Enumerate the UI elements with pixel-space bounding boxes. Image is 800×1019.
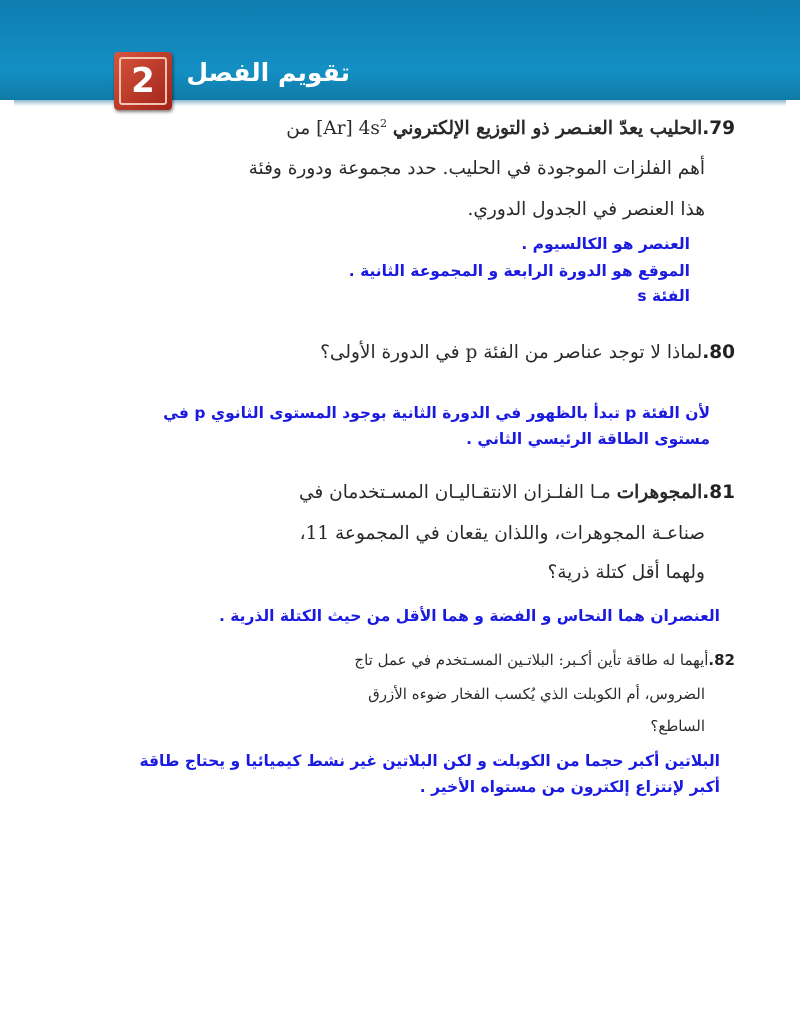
answer-79-line-2: الموقع هو الدورة الرابعة و المجموعة الثانية . — [348, 262, 690, 280]
question-81-number: 81. — [702, 482, 735, 503]
answer-80 — [130, 400, 710, 460]
question-82-line-2: الضروس، أم الكوبلت الذي يُكسب الفخار ضوءه الأزرق — [368, 685, 705, 703]
answer-80-line-1: لأن الفئة p تبدأ بالظهور في الدورة الثانية بوجود المستوى الثانوي p في — [163, 404, 710, 422]
question-82-line-3: الساطع؟ — [650, 717, 705, 735]
question-82 — [290, 645, 735, 740]
answer-79-line-1: العنصر هو الكالسيوم . — [521, 235, 690, 253]
answer-81 — [200, 605, 720, 635]
question-82-number: 82. — [708, 651, 735, 669]
electron-configuration: [Ar] $4s^2$ — [316, 117, 387, 140]
question-79-line-2: أهم الفلزات الموجودة في الحليب. حدد مجموعة ودورة وفئة — [248, 158, 705, 179]
question-79-line-1: 79.الحليب يعدّ العنـصر ذو التوزيع الإلكتروني [Ar] $4s^2$ من — [286, 117, 735, 140]
question-81-line-1: 81.المجوهرات مـا الفلـزان الانتقـاليـان المسـتخدمان في — [299, 482, 735, 503]
answer-82-line-2: أكبر لإنتزاع إلكترون من مستواه الأخير . — [419, 778, 720, 796]
answer-80-line-2: مستوى الطاقة الرئيسي الثاني . — [466, 430, 710, 448]
question-80-number: 80. — [702, 342, 735, 363]
answer-79 — [300, 230, 690, 315]
question-79-keyword: الحليب يعدّ العنـصر ذو التوزيع الإلكتروني — [392, 118, 703, 140]
question-81 — [260, 470, 735, 590]
question-79-number: 79. — [702, 118, 735, 140]
answer-82 — [100, 748, 720, 808]
question-79 — [190, 0, 735, 230]
question-82-line-1: 82.أيهما له طاقة تأين أكـبر: البلاتـين المسـتخدم في عمل تاج — [354, 651, 735, 669]
question-80-line: 80.لماذا لا توجد عناصر من الفئة p في الدورة الأولى؟ — [320, 342, 735, 363]
question-81-line-3: ولهما أقل كتلة ذرية؟ — [547, 562, 705, 583]
answer-81-line-1: العنصران هما النحاس و الفضة و هما الأقل من حيث الكتلة الذرية . — [218, 607, 720, 625]
question-79-line-3: هذا العنصر في الجدول الدوري. — [467, 199, 705, 220]
question-80 — [300, 340, 735, 375]
chapter-review-title: تقويم الفصل — [186, 58, 350, 87]
chapter-badge — [114, 52, 172, 110]
answer-82-line-1: البلاتين أكبر حجما من الكوبلت و لكن البلاتين غير نشط كيميائيا و يحتاج طاقة — [139, 752, 720, 770]
question-81-keyword: المجوهرات — [616, 482, 703, 503]
chapter-number: 2 — [119, 57, 167, 105]
question-81-line-2: صناعـة المجوهرات، واللذان يقعان في المجموعة 11، — [299, 523, 705, 544]
answer-79-line-3: الفئة s — [637, 287, 690, 305]
